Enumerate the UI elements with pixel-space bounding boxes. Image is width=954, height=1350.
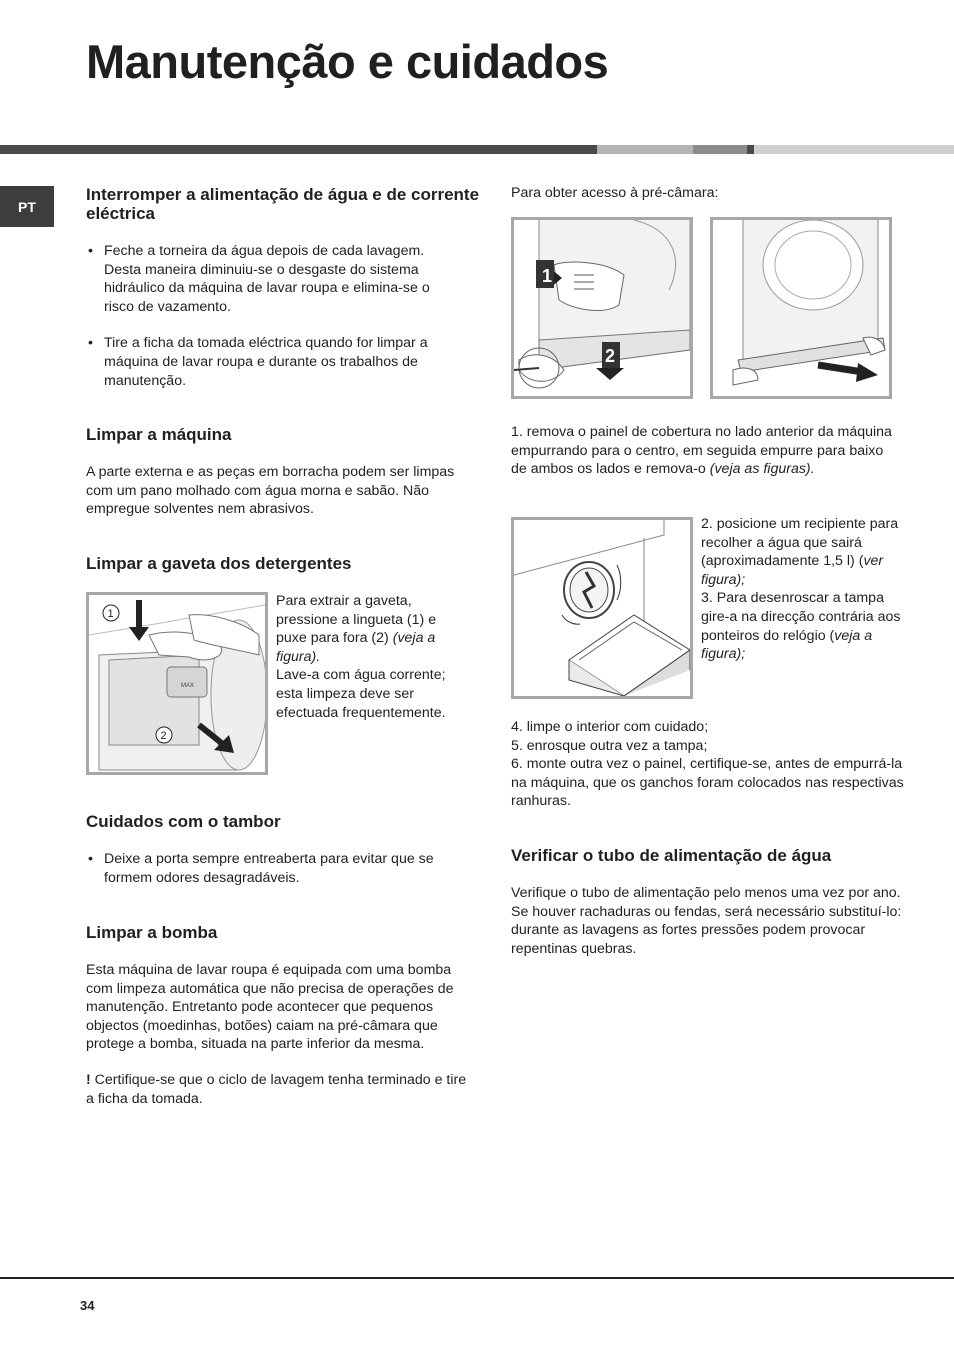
step-2: 2. posicione um recipiente para recolher a água que sairá (aproximadamente 1,5 l) ( <box>701 516 899 570</box>
language-tab: PT <box>0 186 54 227</box>
step-4: 4. limpe o interior com cuidado; <box>511 719 709 735</box>
detergent-drawer-text-a: Para extrair a gaveta, pressione a lingueta (1) e puxe para fora (2) <box>276 593 437 647</box>
step-1: 1. remova o painel de cobertura no lado anterior da máquina empurrando para o centro, em seguida empurre para baixo de ambos os lados e remova-o <box>511 424 892 478</box>
section-heading-detergent-drawer: Limpar a gaveta dos detergentes <box>86 554 352 573</box>
bullet-list-water-power <box>86 242 451 390</box>
step-6: 6. monte outra vez o painel, certifique-se, antes de empurrá-la na máquina, que os ganchos foram colocados nas respectivas ranhuras. <box>511 756 904 810</box>
step-1-italic: (veja as figuras). <box>709 461 815 478</box>
detergent-drawer-text-italic: (veja a figura). <box>276 630 436 665</box>
step-3-italic: veja a figura); <box>701 627 873 663</box>
detergent-drawer-text <box>276 592 461 722</box>
steps-4-6 <box>511 718 906 811</box>
list-item: • Tire a ficha da tomada eléctrica quando for limpar a máquina de lavar roupa e durante os trabalhos de manutenção. <box>86 334 451 390</box>
pump-cap-figure <box>511 517 693 699</box>
step-3: 3. Para desenroscar a tampa gire-a na direcção contrária aos ponteiros do relógio ( <box>701 590 901 644</box>
panel-removal-figure-a <box>511 217 693 399</box>
figure-label-1: 1 <box>107 608 114 620</box>
clean-machine-text: A parte externa e as peças em borracha podem ser limpas com um pano molhado com água morna e sabão. Não empregue solventes nem abrasivos. <box>86 464 455 518</box>
clean-pump-warning <box>86 1071 476 1108</box>
figure-label-2: 2 <box>160 730 167 742</box>
steps-2-3-text <box>701 515 906 664</box>
warning-text: Certifique-se que o ciclo de lavagem tenha terminado e tire a ficha da tomada. <box>86 1072 467 1107</box>
water-hose-text: Verifique o tubo de alimentação pelo menos uma vez por ano. Se houver rachaduras ou fendas, será necessário substituí-lo: durante as lavagens as fortes pressões podem provocar repentinas quebras. <box>511 885 902 957</box>
bullet-list-drum-care <box>86 850 456 887</box>
step-5: 5. enrosque outra vez a tampa; <box>511 737 708 754</box>
step-1-text <box>511 423 901 479</box>
detergent-drawer-text-b: Lave-a com água corrente; esta limpeza deve ser efectuada frequentemente. <box>276 667 446 721</box>
prechamber-intro: Para obter acesso à pré-câmara: <box>511 185 719 201</box>
page-title: Manutenção e cuidados <box>86 35 609 88</box>
list-item: • Feche a torneira da água depois de cada lavagem. Desta maneira diminuiu-se o desgaste do sistema hidráulico da máquina de lavar roupa e elimina-se o risco de vazamento. <box>86 242 451 316</box>
detergent-drawer-figure <box>86 592 268 775</box>
panel-removal-figure-b <box>710 217 892 399</box>
page-number: 34 <box>80 1298 95 1313</box>
footer-divider <box>0 1277 954 1279</box>
section-heading-water-power: Interromper a alimentação de água e de corrente eléctrica <box>86 185 480 223</box>
section-heading-water-hose: Verificar o tubo de alimentação de água <box>511 846 832 865</box>
section-heading-drum-care: Cuidados com o tambor <box>86 812 281 831</box>
clean-pump-text: Esta máquina de lavar roupa é equipada com uma bomba com limpeza automática que não precisa de operações de manutenção. Entretanto pode acontecer que pequenos objectos (moedinhas, botões) caiam na pré-câmara que protege a bomba, situada na parte inferior da mesma. <box>86 962 454 1053</box>
list-item: • Deixe a porta sempre entreaberta para evitar que se formem odores desagradáveis. <box>86 850 456 887</box>
figure-label-2: 2 <box>605 346 616 366</box>
max-mark: MAX <box>181 683 195 689</box>
figure-label-1: 1 <box>542 266 553 286</box>
section-heading-clean-machine: Limpar a máquina <box>86 425 232 444</box>
warning-mark: ! <box>86 1072 91 1088</box>
step-2-italic: ver figura); <box>701 553 884 588</box>
section-heading-clean-pump: Limpar a bomba <box>86 923 218 942</box>
